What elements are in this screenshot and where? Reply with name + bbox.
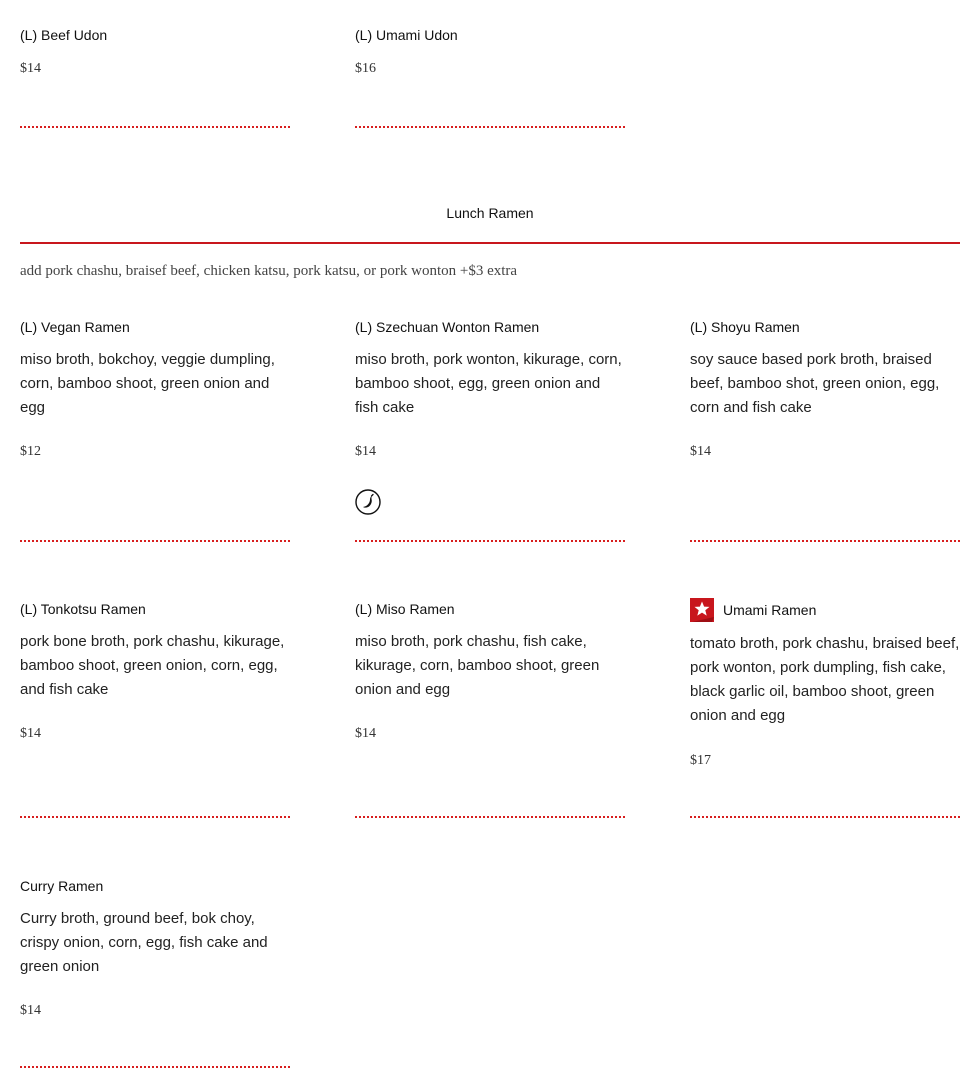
item-description: soy sauce based pork broth, braised beef, bamboo shot, green onion, egg, corn and fish cake (690, 351, 940, 416)
item-description: Curry broth, ground beef, bok choy, crispy onion, corn, egg, fish cake and green onion (20, 910, 268, 975)
item-name: Umami Ramen (723, 602, 817, 618)
menu-item-umami-udon[interactable] (355, 26, 625, 78)
item-price: $14 (355, 726, 376, 741)
item-description: miso broth, pork wonton, kikurage, corn, bamboo shoot, egg, green onion and fish cake (355, 351, 622, 416)
menu-item-szechuan-wonton-ramen[interactable] (355, 318, 625, 420)
item-name: (L) Tonkotsu Ramen (20, 601, 146, 617)
spicy-pepper-icon (355, 489, 381, 515)
item-price: $14 (20, 726, 41, 741)
item-price: $12 (20, 444, 41, 459)
item-price: $14 (20, 61, 41, 76)
item-price: $14 (690, 444, 711, 459)
section-divider (20, 242, 960, 244)
item-price: $16 (355, 61, 376, 76)
item-description: miso broth, bokchoy, veggie dumpling, corn, bamboo shoot, green onion and egg (20, 351, 275, 416)
item-name: (L) Umami Udon (355, 27, 458, 43)
dotted-divider (355, 122, 625, 128)
dotted-divider (20, 536, 290, 542)
section-title: Lunch Ramen (446, 205, 534, 221)
dotted-divider (690, 536, 960, 542)
menu-item-vegan-ramen[interactable] (20, 318, 290, 420)
menu-item-curry-ramen[interactable] (20, 877, 290, 979)
item-name: (L) Beef Udon (20, 27, 108, 43)
item-description: miso broth, pork chashu, fish cake, kikurage, corn, bamboo shoot, green onion and egg (355, 633, 600, 698)
menu-item-shoyu-ramen[interactable] (690, 318, 960, 420)
menu-item-umami-ramen[interactable] (690, 598, 960, 728)
item-price: $14 (20, 1003, 41, 1018)
item-name: (L) Shoyu Ramen (690, 319, 800, 335)
menu-item-beef-udon[interactable] (20, 26, 290, 78)
menu-item-tonkotsu-ramen[interactable] (20, 600, 290, 702)
dotted-divider (20, 812, 290, 818)
dotted-divider (20, 122, 290, 128)
item-name-row (690, 598, 960, 622)
dotted-divider (355, 812, 625, 818)
dotted-divider (20, 1062, 290, 1068)
item-price: $14 (355, 444, 376, 459)
dotted-divider (355, 536, 625, 542)
item-description: tomato broth, pork chashu, braised beef, pork wonton, pork dumpling, fish cake, black garlic oil, bamboo shoot, green onion and egg (690, 635, 960, 724)
item-name: Curry Ramen (20, 878, 104, 894)
item-name: (L) Vegan Ramen (20, 319, 130, 335)
item-description: pork bone broth, pork chashu, kikurage, bamboo shoot, green onion, corn, egg, and fish cake (20, 633, 285, 698)
dotted-divider (690, 812, 960, 818)
featured-star-icon (690, 598, 714, 622)
item-name: (L) Miso Ramen (355, 601, 455, 617)
item-price: $17 (690, 753, 711, 768)
section-note: add pork chashu, braisef beef, chicken katsu, pork katsu, or pork wonton +$3 extra (20, 263, 518, 279)
menu-item-miso-ramen[interactable] (355, 600, 625, 702)
item-name: (L) Szechuan Wonton Ramen (355, 319, 540, 335)
